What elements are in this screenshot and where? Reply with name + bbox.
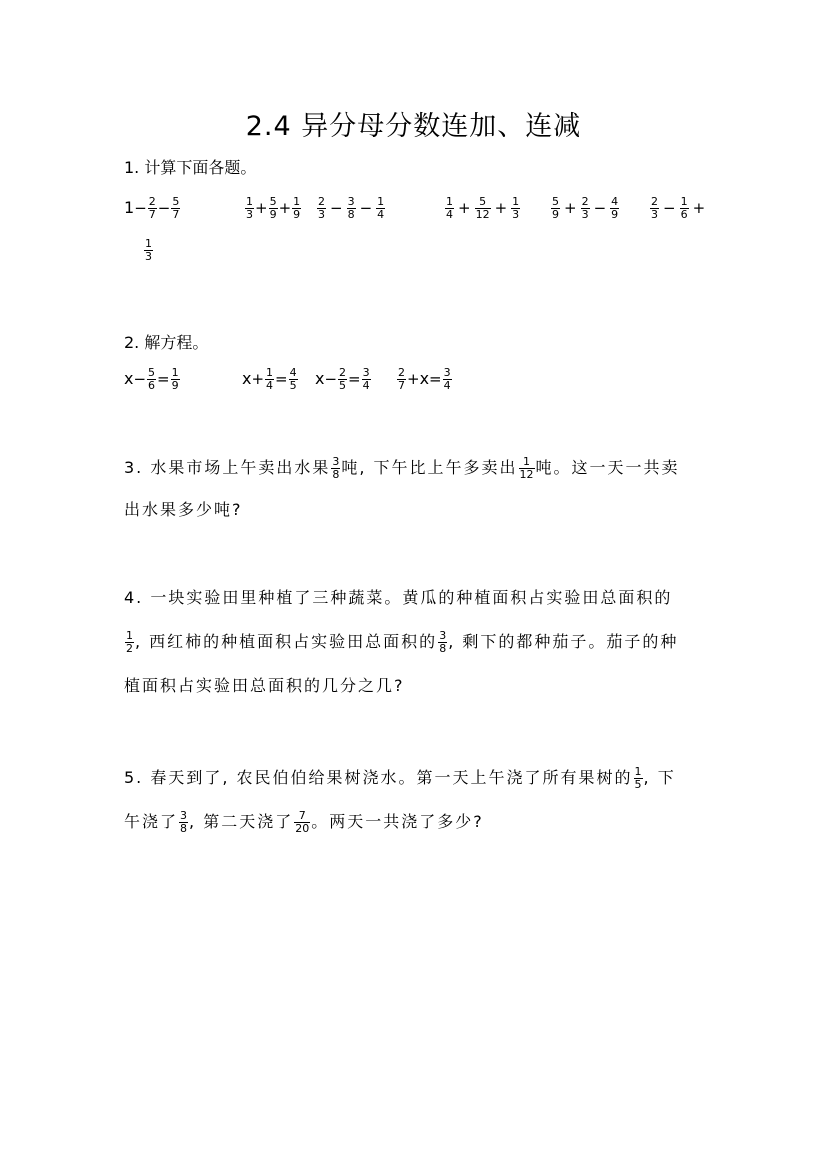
numerator: 1 (246, 195, 253, 208)
denominator: 9 (552, 208, 559, 221)
denominator: 3 (246, 208, 253, 221)
fraction (147, 367, 156, 392)
problem-text: , 下 (643, 768, 676, 787)
numerator: 3 (439, 629, 447, 642)
numerator: 2 (318, 195, 325, 208)
q1-expression-6-continuation (143, 238, 154, 263)
operator: − (134, 199, 147, 217)
denominator: 3 (512, 208, 520, 221)
fraction (317, 196, 326, 221)
operator: + (251, 370, 265, 388)
q5-line-2 (124, 800, 484, 844)
numerator: 5 (552, 195, 559, 208)
fraction (475, 196, 491, 221)
q2-equation-3 (315, 367, 372, 392)
equals-sign: = (429, 370, 442, 388)
fraction (269, 196, 278, 221)
operator: − (133, 370, 147, 388)
fraction (551, 196, 560, 221)
numerator: 7 (298, 809, 306, 822)
numerator: 1 (145, 237, 152, 250)
q1-expression-2 (244, 196, 302, 221)
problem-text: , 第二天浇了 (189, 812, 294, 831)
fraction (581, 196, 590, 221)
fraction (171, 196, 180, 221)
q4-line-3: 植面积占实验田总面积的几分之几? (124, 676, 405, 695)
fraction (511, 196, 520, 221)
operator: + (255, 199, 268, 217)
denominator: 8 (439, 642, 447, 655)
q4-line-1: 4. 一块实验田里种植了三种蔬菜。黄瓜的种植面积占实验田总面积的 (124, 588, 673, 607)
q1-expression-6 (649, 196, 708, 221)
operator: + (458, 199, 471, 217)
q1-expression-1 (124, 196, 181, 221)
fraction (331, 456, 340, 481)
fraction (634, 766, 643, 791)
operator: + (407, 370, 420, 388)
numerator: 1 (523, 455, 531, 468)
operator: − (593, 199, 607, 217)
q3-line-2: 出水果多少吨? (124, 500, 243, 519)
problem-text: , 西红柿的种植面积占实验田总面积的 (135, 632, 438, 651)
problem-text: 吨。这一天一共卖 (535, 458, 680, 477)
numerator: 3 (362, 366, 370, 379)
numerator: 3 (180, 809, 188, 822)
fraction (148, 196, 157, 221)
numerator: 1 (512, 195, 520, 208)
denominator: 7 (148, 208, 156, 221)
numerator: 2 (398, 366, 405, 379)
fraction (338, 367, 347, 392)
denominator: 3 (145, 250, 152, 263)
fraction (610, 196, 619, 221)
denominator: 8 (347, 208, 355, 221)
denominator: 4 (362, 379, 370, 392)
denominator: 12 (519, 468, 534, 481)
q5-line-1 (124, 756, 676, 800)
denominator: 6 (148, 379, 156, 392)
fraction (265, 367, 274, 392)
q2-equation-2 (242, 367, 299, 392)
q4-line-2 (124, 620, 678, 664)
denominator: 9 (293, 208, 301, 221)
fraction (650, 196, 659, 221)
fraction (179, 810, 188, 835)
fraction (519, 456, 535, 481)
problem-text: 5. 春天到了, 农民伯伯给果树浇水。第一天上午浇了所有果树的 (124, 768, 633, 787)
operator: − (157, 199, 171, 217)
q1-label: 1. 计算下面各题。 (124, 158, 257, 177)
numerator: 1 (293, 195, 301, 208)
fraction (245, 196, 254, 221)
operator: + (494, 199, 508, 217)
operator: + (278, 199, 292, 217)
denominator: 2 (126, 642, 133, 655)
denominator: 20 (295, 822, 310, 835)
numerator: 1 (126, 629, 133, 642)
denominator: 12 (475, 208, 490, 221)
problem-text: 午浇了 (124, 812, 179, 831)
variable: x (124, 369, 134, 388)
numerator: 1 (171, 366, 179, 379)
denominator: 9 (171, 379, 179, 392)
variable: x (419, 369, 430, 388)
denominator: 7 (398, 379, 405, 392)
problem-text: 。两天一共浇了多少? (311, 812, 484, 831)
numerator: 2 (339, 366, 347, 379)
fraction (443, 367, 452, 392)
fraction (376, 196, 385, 221)
denominator: 5 (634, 778, 642, 791)
numerator: 4 (611, 195, 619, 208)
problem-text: , 剩下的都种茄子。茄子的种 (448, 632, 679, 651)
numerator: 2 (651, 195, 658, 208)
denominator: 4 (377, 208, 385, 221)
denominator: 3 (651, 208, 658, 221)
denominator: 6 (680, 208, 688, 221)
q2-equation-1 (124, 367, 181, 392)
problem-text: 3. 水果市场上午卖出水果 (124, 458, 331, 477)
q2-equation-4 (396, 367, 453, 392)
fraction (397, 367, 406, 392)
numerator: 5 (479, 195, 487, 208)
fraction (438, 630, 447, 655)
numerator: 5 (269, 195, 277, 208)
fraction (362, 367, 371, 392)
operator: − (330, 199, 343, 217)
denominator: 9 (269, 208, 277, 221)
equals-sign: = (275, 370, 288, 388)
operator: + (564, 199, 577, 217)
variable: x (315, 369, 325, 388)
denominator: 4 (443, 379, 451, 392)
fraction (445, 196, 454, 221)
denominator: 4 (266, 379, 274, 392)
numerator: 1 (446, 195, 453, 208)
numerator: 1 (266, 366, 274, 379)
numerator: 3 (443, 366, 451, 379)
variable: x (242, 369, 252, 388)
q1-expression-3 (316, 196, 386, 221)
denominator: 5 (339, 379, 347, 392)
operator: − (359, 199, 373, 217)
equals-sign: = (348, 370, 361, 388)
fraction (680, 196, 689, 221)
q1-expression-5 (550, 196, 620, 221)
numerator: 4 (289, 366, 297, 379)
operator: − (663, 199, 676, 217)
denominator: 5 (289, 379, 297, 392)
operator: + (692, 199, 706, 217)
fraction (347, 196, 356, 221)
fraction (292, 196, 301, 221)
fraction (125, 630, 134, 655)
page-title: 2.4 异分母分数连加、连减 (245, 111, 582, 142)
fraction (171, 367, 180, 392)
numerator: 2 (148, 195, 156, 208)
denominator: 9 (611, 208, 619, 221)
equals-sign: = (157, 370, 170, 388)
denominator: 3 (581, 208, 589, 221)
numerator: 2 (581, 195, 589, 208)
numerator: 1 (634, 765, 642, 778)
fraction (144, 238, 153, 263)
number: 1 (124, 198, 135, 217)
denominator: 3 (318, 208, 325, 221)
denominator: 8 (180, 822, 188, 835)
operator: − (324, 370, 338, 388)
numerator: 5 (172, 195, 180, 208)
numerator: 3 (347, 195, 355, 208)
problem-text: 吨, 下午比上午多卖出 (341, 458, 518, 477)
denominator: 7 (172, 208, 180, 221)
q3-line-1 (124, 446, 680, 490)
denominator: 8 (332, 468, 340, 481)
denominator: 4 (446, 208, 453, 221)
numerator: 1 (377, 195, 385, 208)
q1-expression-4 (444, 196, 521, 221)
numerator: 5 (148, 366, 156, 379)
numerator: 3 (332, 455, 340, 468)
q2-label: 2. 解方程。 (124, 333, 209, 352)
fraction (294, 810, 310, 835)
fraction (289, 367, 298, 392)
numerator: 1 (680, 195, 688, 208)
